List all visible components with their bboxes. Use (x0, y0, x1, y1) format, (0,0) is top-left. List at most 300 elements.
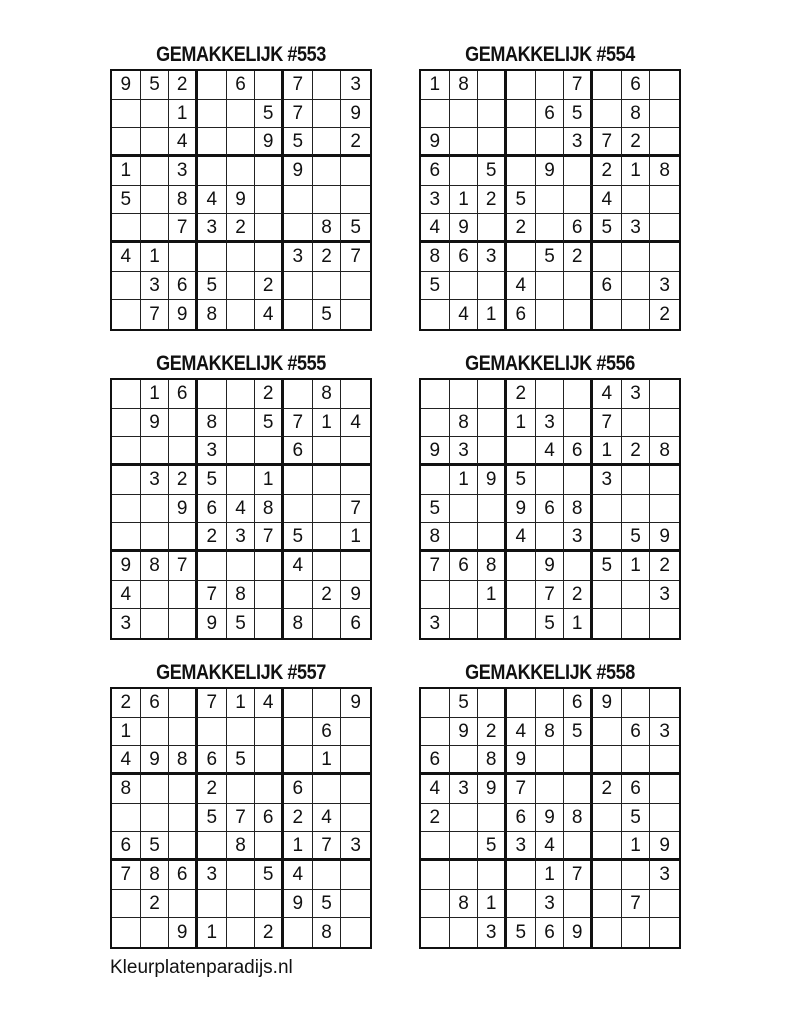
sudoku-cell (141, 495, 170, 524)
sudoku-cell: 7 (313, 832, 342, 861)
sudoku-cell: 6 (284, 437, 313, 466)
sudoku-cell (622, 581, 651, 610)
sudoku-cell (564, 186, 593, 215)
sudoku-cell: 4 (507, 523, 536, 552)
sudoku-cell: 2 (255, 272, 284, 301)
sudoku-cell: 7 (141, 300, 170, 329)
sudoku-cell: 6 (141, 689, 170, 718)
sudoku-cell (564, 746, 593, 775)
sudoku-cell (478, 100, 507, 129)
sudoku-cell: 4 (284, 861, 313, 890)
sudoku-cell (255, 214, 284, 243)
sudoku-cell: 1 (593, 437, 622, 466)
sudoku-cell: 4 (112, 581, 141, 610)
sudoku-cell (622, 495, 651, 524)
sudoku-cell: 1 (421, 71, 450, 100)
sudoku-cell (284, 718, 313, 747)
sudoku-cell (141, 804, 170, 833)
sudoku-cell (536, 380, 565, 409)
sudoku-cell: 9 (650, 832, 679, 861)
sudoku-cell (169, 243, 198, 272)
sudoku-cell: 3 (450, 437, 479, 466)
sudoku-cell (169, 689, 198, 718)
sudoku-cell (650, 214, 679, 243)
sudoku-cell (650, 409, 679, 438)
sudoku-cell (536, 689, 565, 718)
sudoku-grid (419, 69, 681, 331)
sudoku-cell (507, 437, 536, 466)
sudoku-cell (450, 918, 479, 947)
sudoku-cell (593, 243, 622, 272)
sudoku-cell (650, 380, 679, 409)
sudoku-cell: 4 (450, 300, 479, 329)
sudoku-cell: 2 (564, 581, 593, 610)
sudoku-cell: 6 (450, 243, 479, 272)
sudoku-cell (198, 552, 227, 581)
sudoku-cell (313, 100, 342, 129)
sudoku-cell (622, 746, 651, 775)
sudoku-cell (650, 71, 679, 100)
sudoku-cell (284, 918, 313, 947)
sudoku-cell: 1 (478, 581, 507, 610)
sudoku-cell (593, 581, 622, 610)
sudoku-cell: 3 (536, 409, 565, 438)
sudoku-cell: 9 (198, 609, 227, 638)
sudoku-cell: 8 (141, 861, 170, 890)
sudoku-cell (313, 495, 342, 524)
sudoku-cell (255, 581, 284, 610)
sudoku-cell: 5 (198, 804, 227, 833)
sudoku-cell (341, 380, 370, 409)
sudoku-cell (112, 100, 141, 129)
sudoku-grid (419, 687, 681, 949)
sudoku-cell: 3 (341, 71, 370, 100)
sudoku-cell: 5 (313, 300, 342, 329)
sudoku-cell: 6 (227, 71, 256, 100)
sudoku-cell (507, 581, 536, 610)
sudoku-cell: 9 (341, 581, 370, 610)
sudoku-cell (112, 918, 141, 947)
sudoku-cell (255, 186, 284, 215)
sudoku-cell (341, 804, 370, 833)
sudoku-cell (593, 718, 622, 747)
sudoku-cell (284, 581, 313, 610)
sudoku-cell (507, 552, 536, 581)
sudoku-cell: 8 (650, 437, 679, 466)
sudoku-cell (650, 466, 679, 495)
puzzle-title: GEMAKKELIJK #555 (156, 352, 326, 375)
sudoku-cell (622, 186, 651, 215)
sudoku-cell: 9 (141, 746, 170, 775)
sudoku-cell (112, 128, 141, 157)
sudoku-cell: 7 (255, 523, 284, 552)
sudoku-cell (507, 689, 536, 718)
sudoku-cell (141, 157, 170, 186)
sudoku-cell (622, 861, 651, 890)
sudoku-cell: 4 (227, 495, 256, 524)
sudoku-cell (227, 300, 256, 329)
sudoku-cell: 4 (169, 128, 198, 157)
sudoku-cell (650, 128, 679, 157)
sudoku-cell: 2 (507, 380, 536, 409)
sudoku-cell (313, 186, 342, 215)
sudoku-cell: 8 (313, 214, 342, 243)
sudoku-cell (227, 128, 256, 157)
sudoku-cell: 5 (255, 861, 284, 890)
sudoku-cell: 7 (227, 804, 256, 833)
sudoku-cell: 4 (536, 437, 565, 466)
sudoku-cell (593, 890, 622, 919)
sudoku-cell (112, 437, 141, 466)
sudoku-cell (112, 495, 141, 524)
sudoku-cell: 8 (112, 775, 141, 804)
sudoku-cell (593, 746, 622, 775)
sudoku-cell: 9 (284, 157, 313, 186)
sudoku-cell (507, 128, 536, 157)
sudoku-cell (478, 272, 507, 301)
sudoku-cell (313, 775, 342, 804)
sudoku-cell (450, 157, 479, 186)
sudoku-cell: 4 (536, 832, 565, 861)
sudoku-cell (341, 918, 370, 947)
sudoku-cell: 2 (141, 890, 170, 919)
sudoku-cell: 8 (313, 918, 342, 947)
sudoku-cell: 4 (507, 272, 536, 301)
sudoku-cell: 4 (112, 243, 141, 272)
sudoku-cell: 8 (622, 100, 651, 129)
sudoku-cell (255, 746, 284, 775)
sudoku-cell: 6 (112, 832, 141, 861)
sudoku-cell (227, 272, 256, 301)
sudoku-cell (622, 272, 651, 301)
sudoku-cell: 4 (593, 186, 622, 215)
sudoku-cell: 1 (169, 100, 198, 129)
sudoku-cell: 7 (284, 71, 313, 100)
sudoku-cell: 8 (141, 552, 170, 581)
sudoku-cell: 1 (622, 552, 651, 581)
sudoku-cell (227, 775, 256, 804)
sudoku-grid (419, 378, 681, 640)
sudoku-cell: 1 (478, 890, 507, 919)
sudoku-cell (284, 495, 313, 524)
sudoku-cell: 7 (564, 861, 593, 890)
sudoku-cell: 9 (593, 689, 622, 718)
sudoku-cell: 5 (593, 214, 622, 243)
sudoku-cell: 6 (313, 718, 342, 747)
sudoku-cell: 5 (450, 689, 479, 718)
sudoku-cell (536, 775, 565, 804)
sudoku-cell: 9 (507, 746, 536, 775)
sudoku-cell (169, 832, 198, 861)
sudoku-cell: 7 (536, 581, 565, 610)
sudoku-cell (255, 832, 284, 861)
sudoku-cell (313, 128, 342, 157)
sudoku-cell (564, 775, 593, 804)
sudoku-cell: 3 (622, 380, 651, 409)
sudoku-cell: 8 (169, 746, 198, 775)
sudoku-cell: 9 (169, 300, 198, 329)
sudoku-cell (284, 186, 313, 215)
sudoku-cell (284, 689, 313, 718)
sudoku-cell (564, 552, 593, 581)
sudoku-cell (478, 380, 507, 409)
sudoku-cell: 9 (421, 128, 450, 157)
sudoku-cell: 1 (341, 523, 370, 552)
sudoku-cell (536, 128, 565, 157)
sudoku-cell: 5 (284, 128, 313, 157)
sudoku-cell (341, 157, 370, 186)
sudoku-cell: 7 (112, 861, 141, 890)
sudoku-cell: 9 (141, 409, 170, 438)
sudoku-cell: 7 (421, 552, 450, 581)
sudoku-cell (593, 609, 622, 638)
sudoku-cell (450, 581, 479, 610)
sudoku-cell (421, 918, 450, 947)
sudoku-cell (536, 186, 565, 215)
sudoku-cell: 7 (593, 409, 622, 438)
sudoku-cell (478, 523, 507, 552)
sudoku-cell (421, 718, 450, 747)
sudoku-cell: 3 (112, 609, 141, 638)
sudoku-cell (593, 71, 622, 100)
sudoku-cell (478, 437, 507, 466)
sudoku-cell (650, 746, 679, 775)
sudoku-cell: 1 (450, 466, 479, 495)
sudoku-cell (650, 186, 679, 215)
sudoku-cell (622, 609, 651, 638)
sudoku-cell: 5 (341, 214, 370, 243)
sudoku-cell: 2 (198, 523, 227, 552)
sudoku-cell: 1 (536, 861, 565, 890)
sudoku-cell (141, 775, 170, 804)
sudoku-cell: 8 (450, 409, 479, 438)
sudoku-cell: 3 (450, 775, 479, 804)
sudoku-cell: 2 (622, 437, 651, 466)
sudoku-cell: 1 (112, 718, 141, 747)
sudoku-cell: 2 (564, 243, 593, 272)
sudoku-grid (110, 69, 372, 331)
puzzle-title: GEMAKKELIJK #554 (465, 43, 635, 66)
sudoku-cell (507, 157, 536, 186)
sudoku-cell (198, 100, 227, 129)
sudoku-cell: 4 (313, 804, 342, 833)
sudoku-cell (478, 71, 507, 100)
sudoku-cell (478, 689, 507, 718)
sudoku-cell (227, 409, 256, 438)
sudoku-cell: 3 (622, 214, 651, 243)
sudoku-cell: 9 (478, 466, 507, 495)
site-credit: Kleurplatenparadijs.nl (110, 957, 293, 978)
sudoku-cell: 1 (141, 243, 170, 272)
sudoku-cell: 6 (421, 157, 450, 186)
sudoku-cell (593, 804, 622, 833)
sudoku-cell (564, 466, 593, 495)
sudoku-cell (622, 466, 651, 495)
sudoku-cell: 1 (284, 832, 313, 861)
sudoku-cell: 5 (421, 272, 450, 301)
sudoku-cell: 2 (421, 804, 450, 833)
sudoku-cell (421, 689, 450, 718)
sudoku-cell (141, 214, 170, 243)
sudoku-cell: 2 (313, 243, 342, 272)
sudoku-cell: 6 (421, 746, 450, 775)
sudoku-cell: 4 (255, 300, 284, 329)
sudoku-cell (450, 523, 479, 552)
sudoku-cell: 8 (478, 746, 507, 775)
sudoku-cell: 1 (198, 918, 227, 947)
sudoku-cell: 8 (227, 581, 256, 610)
sudoku-cell (341, 890, 370, 919)
sudoku-cell: 9 (169, 495, 198, 524)
sudoku-cell (112, 300, 141, 329)
sudoku-cell: 9 (536, 552, 565, 581)
sudoku-cell (198, 380, 227, 409)
sudoku-cell: 8 (478, 552, 507, 581)
sudoku-cell (284, 746, 313, 775)
sudoku-cell: 5 (255, 100, 284, 129)
sudoku-cell (593, 523, 622, 552)
sudoku-cell (198, 128, 227, 157)
sudoku-cell (313, 523, 342, 552)
sudoku-cell: 9 (112, 71, 141, 100)
sudoku-cell (313, 71, 342, 100)
sudoku-cell: 3 (650, 581, 679, 610)
sudoku-cell (313, 861, 342, 890)
sudoku-cell: 2 (507, 214, 536, 243)
sudoku-cell: 2 (659, 304, 670, 326)
sudoku-cell: 1 (478, 300, 507, 329)
sudoku-cell (198, 890, 227, 919)
sudoku-cell (313, 157, 342, 186)
sudoku-cell (341, 466, 370, 495)
sudoku-cell: 6 (198, 495, 227, 524)
sudoku-cell (198, 718, 227, 747)
sudoku-cell (112, 466, 141, 495)
sudoku-cell (421, 380, 450, 409)
sudoku-cell (112, 804, 141, 833)
sudoku-cell (169, 718, 198, 747)
sudoku-cell: 7 (169, 552, 198, 581)
sudoku-cell (622, 300, 651, 329)
sudoku-cell (141, 609, 170, 638)
sudoku-cell: 8 (564, 804, 593, 833)
sudoku-cell (313, 272, 342, 301)
sudoku-cell: 3 (284, 243, 313, 272)
sudoku-cell (227, 100, 256, 129)
sudoku-cell (341, 552, 370, 581)
sudoku-cell (284, 214, 313, 243)
sudoku-cell: 6 (536, 918, 565, 947)
sudoku-cell: 4 (198, 186, 227, 215)
sudoku-cell: 2 (478, 186, 507, 215)
sudoku-cell: 6 (622, 71, 651, 100)
sudoku-cell: 2 (112, 689, 141, 718)
sudoku-cell: 6 (255, 804, 284, 833)
sudoku-cell (227, 552, 256, 581)
sudoku-cell (341, 775, 370, 804)
sudoku-cell (622, 918, 651, 947)
sudoku-cell (650, 495, 679, 524)
sudoku-cell: 2 (169, 71, 198, 100)
sudoku-cell (169, 581, 198, 610)
sudoku-cell: 5 (478, 157, 507, 186)
sudoku-cell (112, 890, 141, 919)
sudoku-cell: 1 (450, 186, 479, 215)
sudoku-cell (255, 243, 284, 272)
sudoku-cell: 8 (650, 157, 679, 186)
sudoku-cell: 8 (564, 495, 593, 524)
sudoku-cell (536, 523, 565, 552)
sudoku-cell (255, 157, 284, 186)
sudoku-cell: 3 (650, 272, 679, 301)
sudoku-cell: 9 (536, 157, 565, 186)
sudoku-cell (478, 861, 507, 890)
sudoku-cell (341, 300, 370, 329)
sudoku-cell (284, 300, 313, 329)
sudoku-cell: 6 (622, 775, 651, 804)
sudoku-cell: 8 (536, 718, 565, 747)
sudoku-cell: 3 (650, 718, 679, 747)
sudoku-cell (450, 609, 479, 638)
sudoku-cell: 4 (341, 409, 370, 438)
sudoku-cell: 6 (536, 495, 565, 524)
sudoku-cell (313, 609, 342, 638)
sudoku-cell: 7 (564, 71, 593, 100)
sudoku-cell: 4 (593, 380, 622, 409)
sudoku-cell: 9 (536, 804, 565, 833)
sudoku-cell (507, 243, 536, 272)
sudoku-cell: 3 (169, 157, 198, 186)
sudoku-cell: 6 (198, 746, 227, 775)
puzzle-title: GEMAKKELIJK #556 (465, 352, 635, 375)
sudoku-cell: 3 (198, 214, 227, 243)
sudoku-cell: 1 (313, 746, 342, 775)
sudoku-cell: 7 (622, 890, 651, 919)
sudoku-cell: 5 (622, 804, 651, 833)
sudoku-cell: 8 (313, 380, 342, 409)
sudoku-cell (169, 609, 198, 638)
sudoku-cell: 2 (255, 380, 284, 409)
sudoku-cell (227, 718, 256, 747)
sudoku-cell (650, 100, 679, 129)
sudoku-cell (478, 214, 507, 243)
sudoku-cell: 9 (650, 523, 679, 552)
sudoku-cell: 3 (650, 861, 679, 890)
sudoku-cell (650, 775, 679, 804)
sudoku-cell: 9 (255, 128, 284, 157)
sudoku-cell: 3 (227, 523, 256, 552)
sudoku-cell: 8 (198, 409, 227, 438)
sudoku-cell (536, 214, 565, 243)
sudoku-cell (564, 890, 593, 919)
sudoku-cell (255, 718, 284, 747)
sudoku-cell (650, 890, 679, 919)
sudoku-cell: 5 (141, 71, 170, 100)
sudoku-cell: 6 (284, 775, 313, 804)
sudoku-cell (507, 890, 536, 919)
sudoku-cell: 4 (284, 552, 313, 581)
sudoku-cell (169, 409, 198, 438)
puzzle-title: GEMAKKELIJK #553 (156, 43, 326, 66)
sudoku-cell: 8 (198, 300, 227, 329)
sudoku-cell (112, 409, 141, 438)
sudoku-cell: 2 (341, 128, 370, 157)
sudoku-cell (313, 552, 342, 581)
sudoku-cell (450, 746, 479, 775)
sudoku-cell: 5 (141, 832, 170, 861)
sudoku-cell: 7 (169, 214, 198, 243)
sudoku-cell (227, 380, 256, 409)
